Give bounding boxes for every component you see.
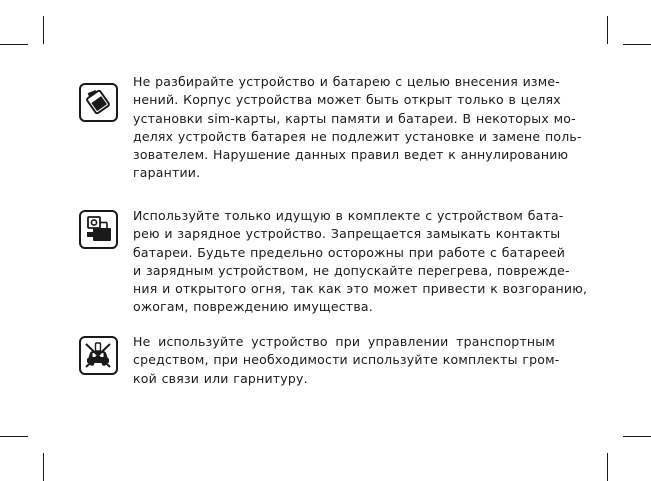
crop-mark-top-left-h (0, 44, 28, 45)
text-line: батареи. Будьте предельно осторожны при работе с батареей (133, 244, 566, 260)
text-line: ния и открытого огня, так как это может привести к возгоранию, (133, 281, 588, 297)
crop-mark-bottom-left-h (0, 436, 28, 437)
text-line: средством, при необходимости используйте комплекты гром- (133, 352, 560, 368)
text-line: кой связи или гарнитуру. (133, 370, 308, 386)
battery-charger-icon (79, 210, 118, 249)
text-line: Используйте только идущую в комплекте с устройством бата- (133, 208, 564, 223)
text-line: Не используйте устройство при управлении транспортным (133, 334, 555, 349)
section-text (133, 73, 582, 183)
text-line: установки sim-карты, карты памяти и батареи. В некоторых мо- (133, 110, 576, 126)
crop-mark-top-left (43, 16, 44, 44)
no-phone-while-driving-icon (79, 336, 118, 375)
section-text (133, 207, 588, 317)
disassembly-warning-icon (79, 83, 118, 122)
text-line: и зарядным устройством, не допускайте перегрева, поврежде- (133, 262, 570, 278)
text-line: ожогам, повреждению имущества. (133, 299, 373, 315)
text-line: рею и зарядное устройство. Запрещается замыкать контакты (133, 226, 561, 242)
text-line: делях устройств батарея не подлежит установке и замене поль- (133, 128, 582, 144)
crop-mark-bottom-right (607, 453, 608, 481)
crop-mark-top-right-h (623, 44, 651, 45)
text-line: гарантии. (133, 165, 201, 181)
crop-mark-bottom-right-h (623, 436, 651, 437)
text-line: зователем. Нарушение данных правил ведет к аннулированию (133, 147, 569, 163)
text-line: Не разбирайте устройство и батарею с целью внесения изме- (133, 74, 561, 89)
text-line: нений. Корпус устройства может быть открыт только в целях (133, 92, 561, 108)
crop-mark-bottom-left (43, 453, 44, 481)
crop-mark-top-right (607, 16, 608, 44)
section-text (133, 333, 560, 388)
